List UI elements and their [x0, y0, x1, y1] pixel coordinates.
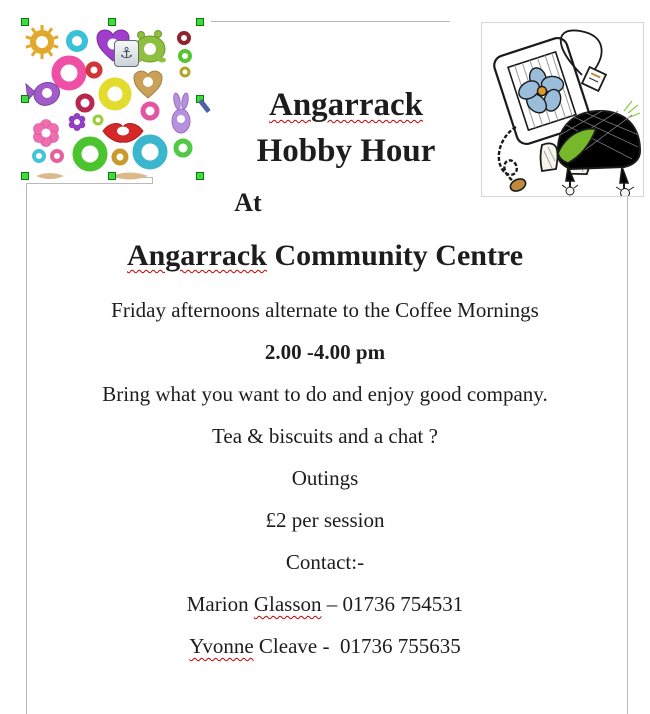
crafts-clipart-frame[interactable]: [481, 22, 644, 197]
selection-handle-top-left[interactable]: [21, 18, 29, 26]
anchor-icon[interactable]: ⚓: [114, 40, 139, 67]
lips-shape: [103, 124, 143, 143]
contact-pre: Marion: [186, 592, 254, 616]
mitten-shape: [541, 143, 558, 171]
fish-shape: [26, 83, 60, 106]
venue-rest[interactable]: Community Centre: [266, 239, 524, 272]
title-line1[interactable]: Angarrack: [269, 87, 423, 123]
gridline-top: [211, 21, 450, 22]
venue-line[interactable]: [0, 238, 650, 274]
gridline-under-image-b: [26, 183, 153, 184]
pink-flower-shape: [34, 120, 59, 147]
pen-cursor-mark: [198, 99, 211, 113]
at-line[interactable]: At: [234, 188, 262, 217]
line-time[interactable]: 2.00 -4.00 pm: [264, 340, 386, 364]
selection-handle-top-middle[interactable]: [108, 18, 116, 26]
contact-row-marion[interactable]: [0, 591, 650, 617]
line-friday[interactable]: Friday afternoons alternate to the Coffee Mornings: [111, 298, 539, 322]
contact-phone: – 01736 754531: [321, 592, 464, 616]
contact-phone: Cleave - 01736 755635: [253, 634, 461, 658]
flyer-title[interactable]: [210, 82, 482, 174]
selection-handle-bottom-right[interactable]: [196, 172, 204, 180]
colorful-rings-clipart[interactable]: [24, 21, 200, 183]
selection-handle-middle-left[interactable]: [21, 95, 29, 103]
purple-flower-shape: [69, 113, 86, 131]
crafts-clipart: [482, 23, 643, 196]
contact-forename: Yvonne: [189, 634, 254, 658]
contact-surname: Glasson: [253, 592, 322, 616]
selection-handle-bottom-left[interactable]: [21, 172, 29, 180]
selection-handle-bottom-middle[interactable]: [108, 172, 116, 180]
line-bring[interactable]: Bring what you want to do and enjoy good company.: [102, 382, 548, 406]
line-outings[interactable]: Outings: [291, 466, 359, 490]
sun-shape: [26, 25, 58, 59]
contact-row-yvonne[interactable]: [0, 633, 650, 659]
venue-name[interactable]: Angarrack: [126, 239, 267, 272]
swoosh-shape: [112, 173, 148, 180]
line-contact[interactable]: Contact:-: [285, 550, 365, 574]
title-line2[interactable]: Hobby Hour: [256, 133, 436, 169]
swoosh-shape: [36, 173, 64, 179]
selection-handle-top-right[interactable]: [196, 18, 204, 26]
tan-heart-shape: [134, 71, 162, 98]
line-tea[interactable]: Tea & biscuits and a chat ?: [212, 424, 438, 448]
line-price[interactable]: £2 per session: [265, 508, 385, 532]
bunny-shape: [172, 93, 190, 133]
